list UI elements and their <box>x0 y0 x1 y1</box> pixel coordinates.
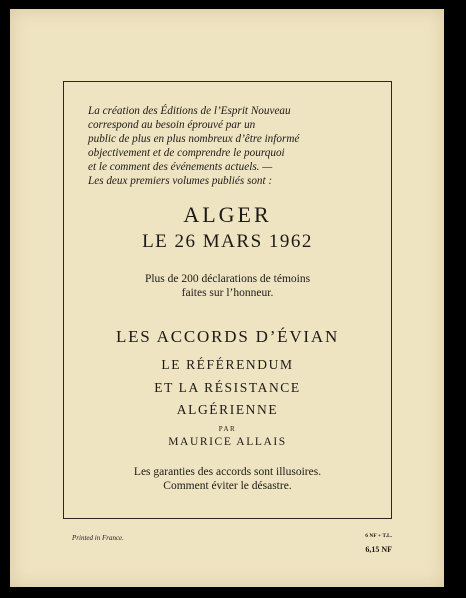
volume1-desc-line: faites sur l’honneur. <box>181 287 274 299</box>
price-small: 6 NF + T.L. <box>365 533 392 539</box>
intro-line: objectivement et de comprendre le pourquoi <box>88 147 285 160</box>
volume2-subtitle-line: LE RÉFÉRENDUM <box>161 357 294 372</box>
intro-paragraph <box>88 104 368 189</box>
volume2-subtitle-line: ET LA RÉSISTANCE <box>154 380 301 395</box>
volume2-author: MAURICE ALLAIS <box>168 436 287 448</box>
intro-line: public de plus en plus nombreux d’être informé <box>88 133 300 146</box>
price-block <box>365 532 392 556</box>
back-cover <box>10 9 444 587</box>
volume1-title: ALGER <box>183 202 272 227</box>
volume2-by: PAR <box>218 425 237 433</box>
intro-line: Les deux premiers volumes publiés sont : <box>88 175 273 188</box>
price: 6,15 NF <box>365 545 392 554</box>
volume2-desc-line: Les garanties des accords sont illusoires. <box>133 466 322 478</box>
volume1-desc-line: Plus de 200 déclarations de témoins <box>144 273 311 285</box>
content-frame <box>63 81 392 519</box>
intro-line: La création des Éditions de l’Esprit Nouveau <box>88 105 291 117</box>
volume2-title: LES ACCORDS D’ÉVIAN <box>115 327 340 346</box>
volume2-subtitle-line: ALGÉRIENNE <box>176 402 279 417</box>
volume2-desc-line: Comment éviter le désastre. <box>163 480 292 492</box>
intro-line: et le comment des événements actuels. — <box>88 161 273 174</box>
printed-in-france: Printed in France. <box>72 534 124 542</box>
volume1-date: LE 26 MARS 1962 <box>142 231 313 252</box>
intro-line: correspond au besoin éprouvé par un <box>88 119 256 132</box>
